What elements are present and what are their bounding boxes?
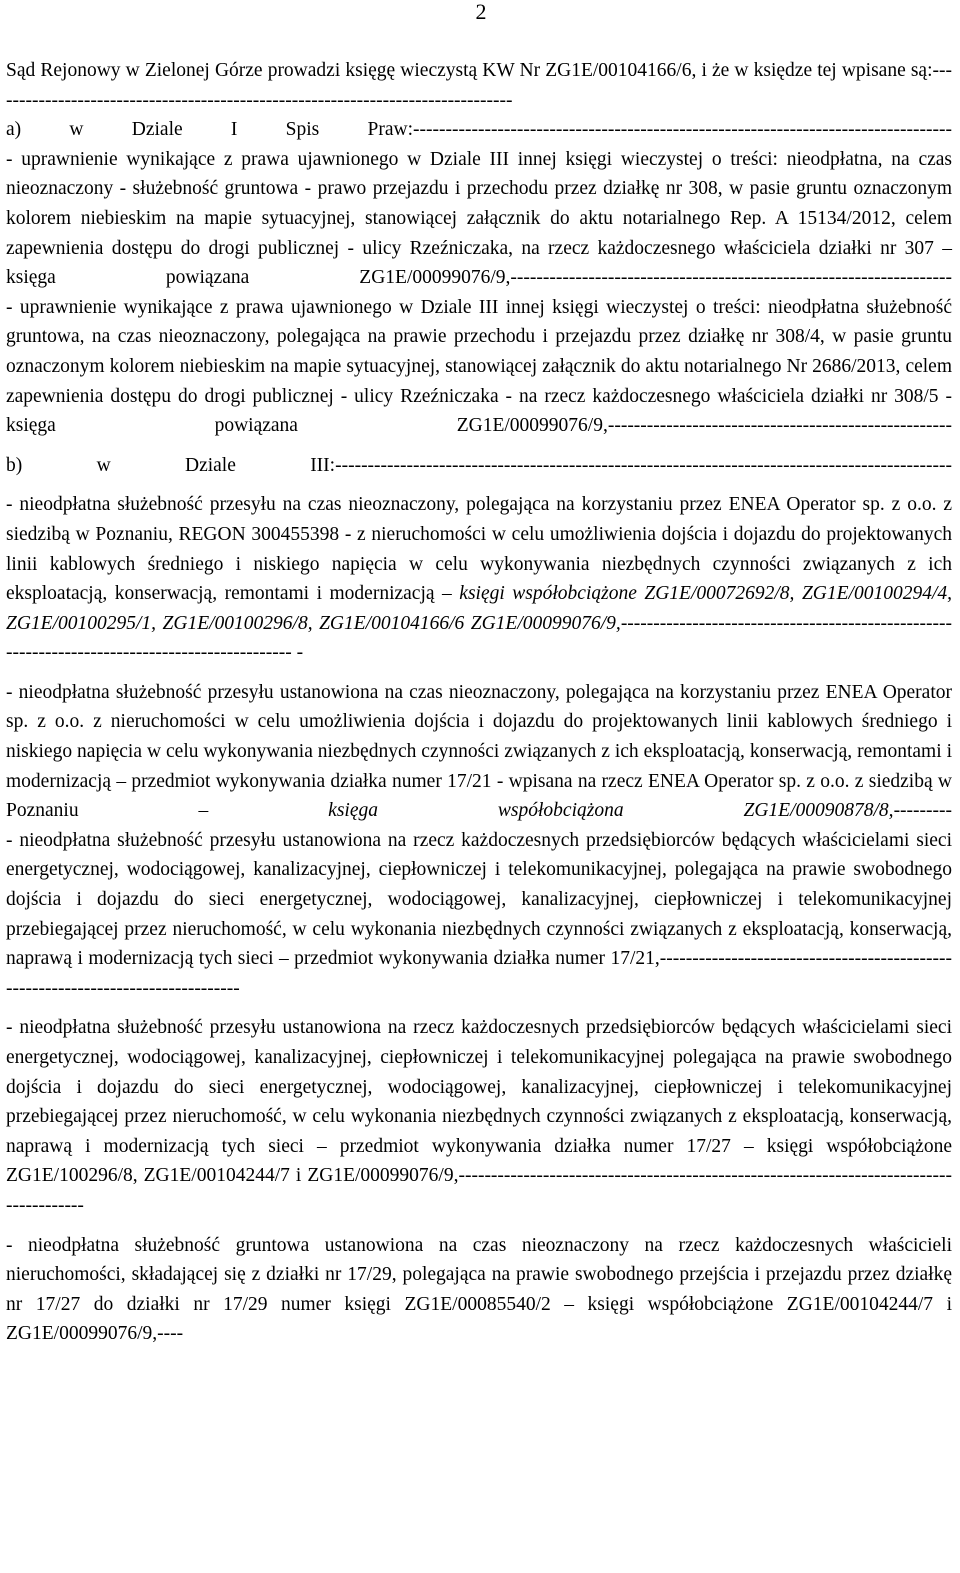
sluzebnosc-4-paragraph — [6, 1013, 952, 1220]
sluzebnosc-3-paragraph — [6, 826, 952, 1004]
document-body — [6, 56, 952, 1349]
intro-paragraph — [6, 56, 952, 115]
sluzebnosc-1-paragraph — [6, 490, 952, 668]
sluzebnosc-1-ksiegi: księgi współobciążone ZG1E/00072692/8, ZG1E/00100294/4, ZG1E/00100295/1, ZG1E/00100296/8, ZG1E/00104166/6 ZG1E/00099076/9, — [6, 583, 952, 634]
section-dzial-iii-heading — [6, 451, 952, 481]
spacer — [6, 1003, 952, 1013]
dzial-i-text: a) w Dziale I Spis Praw:----------------------------------------------------------------------------------- — [6, 119, 952, 141]
uprawnienie-2-paragraph — [6, 293, 952, 441]
sluzebnosc-3-text: - nieodpłatna służebność przesyłu ustanowiona na rzecz każdoczesnych przedsiębiorców będących właścicielami sieci energetycznej, wodociągowej, kanalizacyjnej, ciepłowniczej i telekomunikacyjnej, polegająca na prawie swobodnego dojścia i dojazdu do sieci energetycznej, wodociągowej, kanalizacyjnej, ciepłowniczej i telekomunikacyjnej przebiegającej przez nieruchomość, w celu wykonania niezbędnych czynności związanych z eksploatacją, konserwacją, naprawą i modernizacją tych sieci – przedmiot wykonywania działka numer 17/21,--------------------------------------------------------------------------------- — [6, 829, 952, 999]
spacer — [6, 480, 952, 490]
uprawnienie-2-text: - uprawnienie wynikające z prawa ujawnionego w Dziale III innej księgi wieczystej o treści: nieodpłatna służebność gruntowa, na czas nieoznaczony, polegająca na prawie przechodu i przejazdu przez działkę nr 308/4, w pasie gruntu oznaczonym kolorem niebieskim na mapie sytuacyjnej, stanowiącej załącznik do aktu notarialnego Nr 2686/2013, celem zapewnienia dostępu do drogi publicznej - ulicy Rzeźniczaka - na rzecz każdoczesnego właściciela działki nr 308/5 - księga powiązana ZG1E/00099076/9,----------------------------------------------------- — [6, 296, 952, 437]
sluzebnosc-2-ksiega: księga współobciążona ZG1E/00090878/8, — [328, 800, 894, 822]
spacer — [6, 1221, 952, 1231]
sluzebnosc-2-dashes: --------- — [893, 800, 953, 822]
spacer — [6, 441, 952, 451]
sluzebnosc-1-dashes: ----------------------------------------------------------------------------------------------- - — [6, 612, 952, 664]
sluzebnosc-2-paragraph — [6, 678, 952, 826]
sluzebnosc-1-text: - nieodpłatna służebność przesyłu na czas nieoznaczony, polegająca na korzystaniu przez ENEA Operator sp. z o.o. z siedzibą w Poznaniu, REGON 300455398 - z nieruchomości w celu umożliwienia dojścia i dojazdu do projektowanych linii kablowych średniego i niskiego napięcia w celu wykonywania niezbędnych czynności związanych z ich eksploatacją, konserwacją, remontami i modernizacją – — [6, 494, 952, 605]
sluzebnosc-2-text: - nieodpłatna służebność przesyłu ustanowiona na czas nieoznaczony, polegająca na korzystaniu przez ENEA Operator sp. z o.o. z nieruchomości w celu umożliwienia dojścia i dojazdu do projektowanych linii kablowych średniego i niskiego napięcia w celu wykonywania niezbędnych czynności związanych z ich eksploatacją, konserwacją, remontami i modernizacją – przedmiot wykonywania działka numer 17/21 - wpisana na rzecz ENEA Operator sp. z o.o. z siedzibą w Poznaniu – — [6, 681, 952, 822]
page-number: 2 — [475, 0, 487, 24]
section-dzial-i-heading — [6, 115, 952, 145]
intro-text: Sąd Rejonowy w Zielonej Górze prowadzi księgę wieczystą KW Nr ZG1E/00104166/6, i że w księdze tej wpisane są:--------------------------------------------------------------------------------- — [6, 60, 952, 111]
sluzebnosc-5-paragraph — [6, 1231, 952, 1349]
uprawnienie-1-text: - uprawnienie wynikające z prawa ujawnionego w Dziale III innej księgi wieczystej o treści: nieodpłatna, na czas nieoznaczony - służebność gruntowa - prawo przejazdu i przechodu przez działkę nr 308, w pasie gruntu oznaczonym kolorem niebieskim na mapie sytuacyjnej, stanowiącej załącznik do aktu notarialnego Rep. A 15134/2012, celem zapewnienia dostępu do drogi publicznej - ulicy Rzeźniczaka, na rzecz każdoczesnego właściciela działki nr 307 – księga powiązana ZG1E/00099076/9,-------------------------------------------------------------------- — [6, 148, 952, 289]
sluzebnosc-5-text: - nieodpłatna służebność gruntowa ustanowiona na czas nieoznaczony na rzecz każdoczesnych właścicieli nieruchomości, składającej się z działki nr 17/29, polegająca na prawie swobodnego przejścia i przejazdu przez działkę nr 17/27 do działki nr 17/29 numer księgi ZG1E/00085540/2 – księgi współobciążone ZG1E/00104244/7 i ZG1E/00099076/9,---- — [6, 1234, 952, 1345]
spacer — [6, 668, 952, 678]
uprawnienie-1-paragraph — [6, 145, 952, 293]
sluzebnosc-4-text: - nieodpłatna służebność przesyłu ustanowiona na rzecz każdoczesnych przedsiębiorców będących właścicielami sieci energetycznej, wodociągowej, kanalizacyjnej, ciepłowniczej i telekomunikacyjnej polegająca na prawie swobodnego dojścia i dojazdu do sieci energetycznej, wodociągowej, kanalizacyjnej, ciepłowniczej i telekomunikacyjnej przebiegającej przez nieruchomość, w celu wykonania niezbędnych czynności związanych z eksploatacją, konserwacją, naprawą i modernizacją tych sieci – przedmiot wykonywania działka numer 17/27 – księgi współobciążone ZG1E/100296/8, ZG1E/00104244/7 i ZG1E/00099076/9,---------------------------------------------------------------------------------------- — [6, 1017, 952, 1216]
dzial-iii-text: b) w Dziale III:----------------------------------------------------------------------------------------------- — [6, 454, 952, 476]
